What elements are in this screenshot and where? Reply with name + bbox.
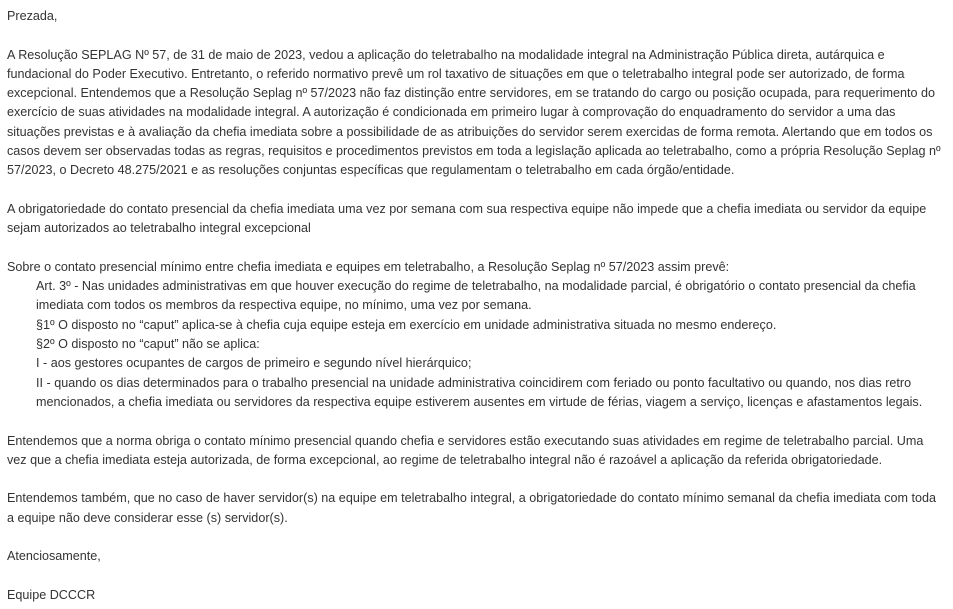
- paragraph-understanding-also: Entendemos também, que no caso de haver servidor(s) na equipe em teletrabalho integral, a obrigatoriedade do contato mínimo semanal da chefia imediata com toda a equipe não deve considerar esse (s) servidor(s).: [7, 491, 936, 525]
- quote-article-3: Art. 3º - Nas unidades administrativas em que houver execução do regime de teletrabalho, na modalidade parcial, é obrigatório o contato presencial da chefia imediata com todos os membros da respectiva equipe, no mínimo, uma vez por semana.: [36, 279, 916, 313]
- closing: Atenciosamente,: [7, 549, 101, 564]
- quote-item-1: I - aos gestores ocupantes de cargos de primeiro e segundo nível hierárquico;: [36, 356, 472, 371]
- paragraph-understanding: Entendemos que a norma obriga o contato mínimo presencial quando chefia e servidores estão executando suas atividades em regime de teletrabalho parcial. Uma vez que a chefia imediata esteja autorizada, de forma excepcional, ao regime de teletrabalho integral não é razoável a aplicação da referida obrigatoriedade.: [7, 433, 924, 467]
- paragraph-presential-contact: A obrigatoriedade do contato presencial da chefia imediata uma vez por semana com sua respectiva equipe não impede que a chefia imediata ou servidor da equipe sejam autorizados ao teletrabalho integral excepcional: [7, 201, 927, 236]
- message-body: [7, 7, 945, 605]
- legal-quote: [7, 277, 945, 412]
- quote-paragraph-2: §2º O disposto no “caput” não se aplica:: [36, 337, 260, 352]
- paragraph-resolution-overview: A Resolução SEPLAG Nº 57, de 31 de maio de 2023, vedou a aplicação do teletrabalho na modalidade integral na Administração Pública direta, autárquica e fundacional do Poder Executivo. Entretanto, o referido normativo prevê um rol taxativo de situações em que o teletrabalho integral pode ser autorizado, de forma excepcional. Entendemos que a Resolução Seplag nº 57/2023 não faz distinção entre servidores, em se tratando do cargo ou posição ocupada, para requerimento do exercício de suas atividades na modalidade integral. A autorização é condicionada em primeiro lugar à comprovação do enquadramento do servidor a uma das situações previstas e à avaliação da chefia imediata sobre a possibilidade de as atribuições do servidor serem exercidas de forma remota. Alertando que em todos os casos devem ser observadas todas as regras, requisitos e procedimentos previstos em toda a legislação aplicada ao teletrabalho, como a própria Resolução Seplag nº 57/2023, o Decreto 48.275/2021 e as resoluções conjuntas específicas que regulamentam o teletrabalho em cada órgão/entidade.: [7, 47, 941, 178]
- paragraph-quote-intro: Sobre o contato presencial mínimo entre chefia imediata e equipes em teletrabalho, a Resolução Seplag nº 57/2023 assim prevê:: [7, 259, 730, 274]
- quote-paragraph-1: §1º O disposto no “caput” aplica-se à chefia cuja equipe esteja em exercício em unidade administrativa situada no mesmo endereço.: [36, 317, 777, 332]
- greeting: Prezada,: [7, 9, 58, 23]
- quote-item-2: II - quando os dias determinados para o trabalho presencial na unidade administrativa coincidirem com feriado ou ponto facultativo ou quando, nos dias retro mencionados, a chefia imediata ou servidores da respectiva equipe estiverem ausentes em virtude de férias, viagem a serviço, licenças e afastamentos legais.: [36, 375, 923, 409]
- signature: Equipe DCCCR: [7, 587, 96, 602]
